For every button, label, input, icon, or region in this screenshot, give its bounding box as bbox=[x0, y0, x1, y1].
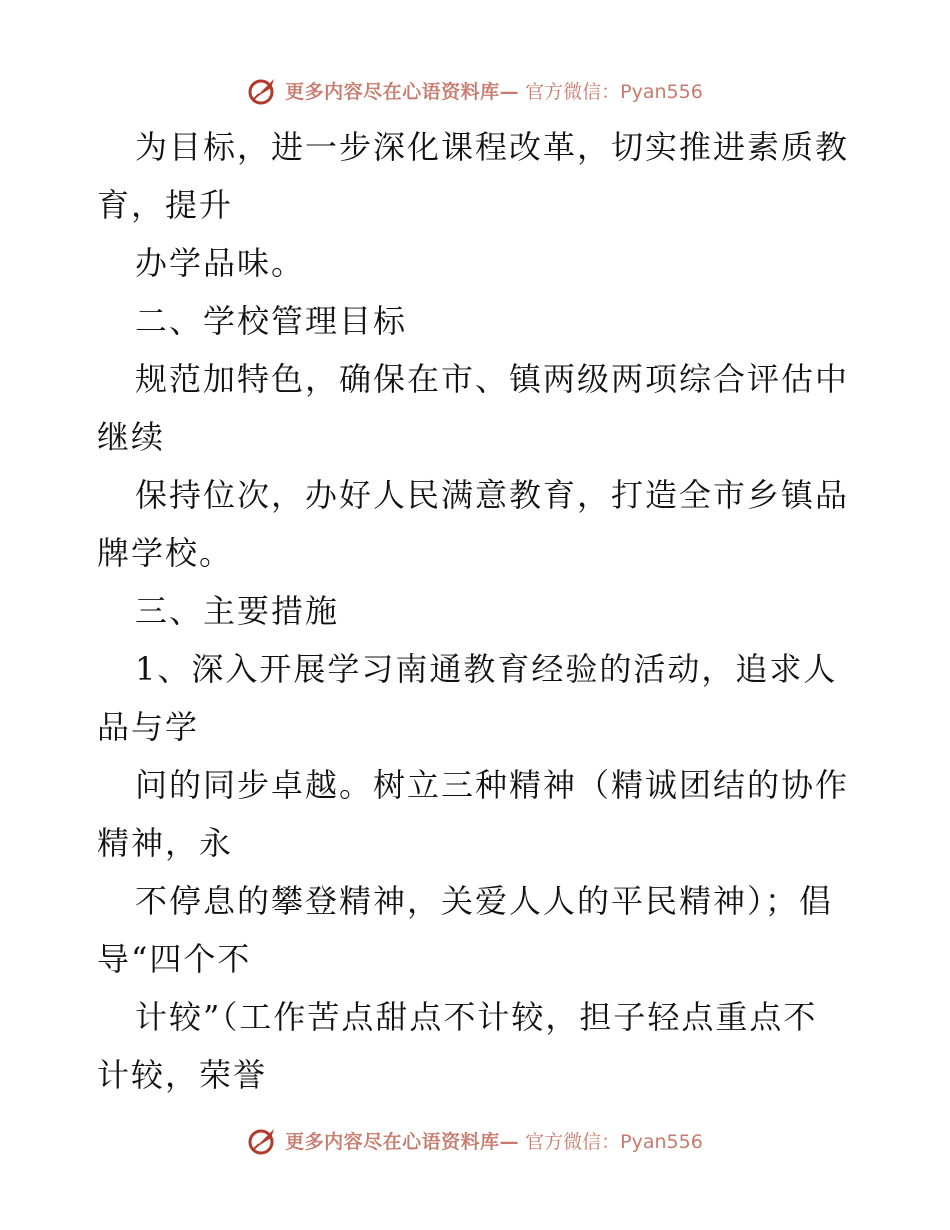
section-heading: 二、学校管理目标 bbox=[135, 302, 408, 340]
body-line: 1、深入开展学习南通教育经验的活动，追求人 bbox=[135, 650, 838, 688]
footer-banner-right-text: 官方微信：Pyan556 bbox=[525, 1130, 703, 1153]
footer-banner-left-text: 更多内容尽在心语资料库— bbox=[285, 1130, 520, 1153]
body-line: 继续 bbox=[97, 418, 166, 456]
body-line: 办学品味。 bbox=[135, 244, 306, 282]
footer-banner bbox=[0, 1120, 950, 1160]
body-line: 计较”（工作苦点甜点不计较，担子轻点重点不 bbox=[135, 998, 818, 1036]
red-quill-logo-icon bbox=[247, 1124, 279, 1156]
body-line: 计较，荣誉 bbox=[97, 1056, 268, 1094]
header-banner bbox=[0, 70, 950, 110]
body-line: 不停息的攀登精神，关爱人人的平民精神）；倡 bbox=[135, 882, 834, 920]
red-quill-logo-icon bbox=[247, 74, 279, 106]
body-line: 精神，永 bbox=[97, 824, 234, 862]
section-heading: 三、主要措施 bbox=[135, 592, 340, 630]
body-line: 问的同步卓越。树立三种精神（精诚团结的协作 bbox=[135, 766, 850, 804]
body-line: 规范加特色，确保在市、镇两级两项综合评估中 bbox=[135, 360, 850, 398]
body-line: 为目标，进一步深化课程改革，切实推进素质教 bbox=[135, 128, 850, 166]
body-line: 品与学 bbox=[97, 708, 200, 746]
header-banner-right-text: 官方微信：Pyan556 bbox=[525, 80, 703, 103]
header-banner-left-text: 更多内容尽在心语资料库— bbox=[285, 80, 520, 103]
document-body bbox=[97, 118, 857, 1104]
body-line: 保持位次，办好人民满意教育，打造全市乡镇品 bbox=[135, 476, 850, 514]
body-line: 牌学校。 bbox=[97, 534, 234, 572]
body-line: 育，提升 bbox=[97, 186, 234, 224]
body-line: 导“四个不 bbox=[97, 940, 252, 978]
